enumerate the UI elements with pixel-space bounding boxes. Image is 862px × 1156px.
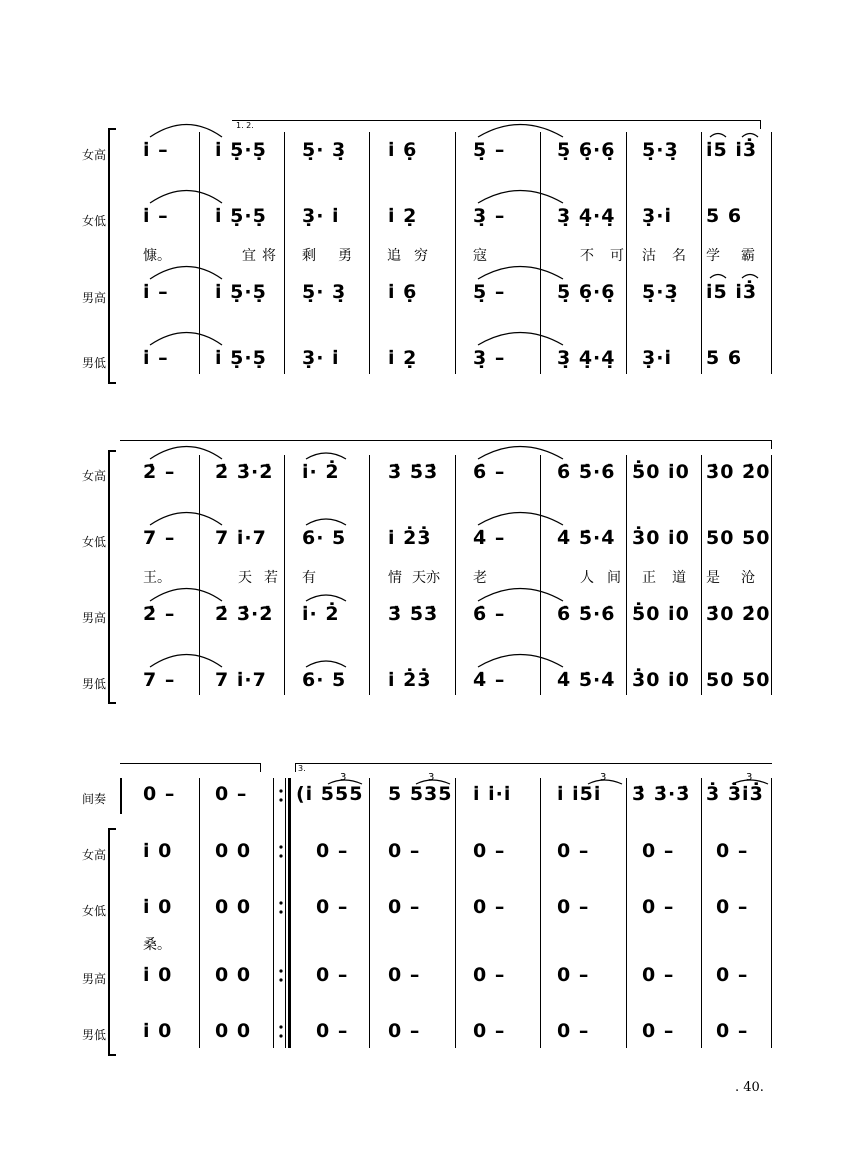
measure-bass-6: 4̇ 5̇·4̇ — [557, 669, 616, 691]
measure-soprano-3: 0 – — [316, 840, 349, 862]
barline — [199, 778, 200, 1048]
lyric: 王。 — [143, 570, 171, 586]
measure-soprano-2: 2̇ 3̇·2̇ — [215, 461, 274, 483]
measure-alto-2: i̇ 5̣·5̣ — [215, 205, 267, 227]
measure-bass-2: 7 i̇·7 — [215, 669, 267, 691]
measure-bass-6: 3̣ 4̣·4̣ — [557, 347, 616, 369]
measure-alto-1: i̇ – — [143, 205, 169, 227]
measure-alto-4: i̇ 2̇3̇ — [388, 527, 432, 549]
measure-tenor-5: 6̇ – — [473, 603, 506, 625]
tie-slur — [742, 134, 758, 138]
measure-tenor-5: 5̣ – — [473, 281, 506, 303]
lyric: 桑。 — [143, 937, 171, 953]
measure-tenor-4: i̇ 6̣ — [388, 281, 418, 303]
measure-soprano-2: i̇ 5̣·5̣ — [215, 139, 267, 161]
part-label-bass: 男低 — [81, 356, 106, 370]
measure-alto-7: 0 – — [642, 896, 675, 918]
measure-tenor-6: 5̣ 6̣·6̣ — [557, 281, 616, 303]
repeat-dot — [279, 1034, 282, 1037]
lyric: 有 — [302, 570, 316, 586]
barline — [626, 132, 627, 374]
lyric: 名 — [672, 248, 686, 264]
measure-soprano-7: 5̇0 i̇0 — [632, 461, 690, 483]
measure-tenor-7: 0 – — [642, 964, 675, 986]
measure-alto-2: 7 i̇·7 — [215, 527, 267, 549]
measure-tenor-3: 0 – — [316, 964, 349, 986]
measure-alto-5: 4̇ – — [473, 527, 506, 549]
barline — [455, 132, 456, 374]
repeat-dot — [279, 854, 282, 857]
repeat-dot — [279, 901, 282, 904]
barline — [540, 455, 541, 695]
tie-slur — [150, 267, 222, 280]
measure-tenor-5: 0 – — [473, 964, 506, 986]
lyric: 学 — [706, 248, 720, 264]
barline — [369, 132, 370, 374]
measure-bass-1: i̇ 0 — [143, 1020, 173, 1042]
measure-interlude-1: 0 – — [143, 783, 176, 805]
lyric: 寇 — [473, 248, 487, 264]
measure-soprano-6: 0 – — [557, 840, 590, 862]
system-brace — [108, 450, 116, 704]
measure-soprano-3: i̇· 2̇ — [302, 461, 340, 483]
tie-slur — [306, 519, 346, 525]
page-number: . 40. — [735, 1080, 764, 1095]
repeat-dot — [279, 798, 282, 801]
measure-tenor-8: 3̇0 2̇0 — [706, 603, 771, 625]
barline — [199, 132, 200, 374]
barline — [771, 455, 772, 695]
tie-slur — [710, 134, 726, 138]
lyric: 霸 — [741, 248, 755, 264]
barline — [701, 778, 702, 1048]
system-top-line — [120, 440, 772, 449]
measure-soprano-4: 3̇ 5̇3̇ — [388, 461, 439, 483]
volta-first — [120, 763, 261, 772]
lyric: 可 — [610, 248, 624, 264]
measure-bass-3: 0 – — [316, 1020, 349, 1042]
repeat-dot — [279, 969, 282, 972]
part-label-alto: 女低 — [81, 214, 106, 228]
barline — [701, 132, 702, 374]
measure-alto-6: 0 – — [557, 896, 590, 918]
measure-alto-8: 0 – — [716, 896, 749, 918]
measure-soprano-5: 5̣ – — [473, 139, 506, 161]
measure-alto-4: 0 – — [388, 896, 421, 918]
measure-bass-8: 0 – — [716, 1020, 749, 1042]
lyric: 间 — [607, 570, 621, 586]
interlude-left-line — [120, 778, 122, 814]
lyric: 勇 — [338, 248, 352, 264]
measure-bass-4: i̇ 2̣ — [388, 347, 418, 369]
measure-soprano-8: 3̇0 2̇0 — [706, 461, 771, 483]
measure-soprano-6: 6̇ 5̇·6̇ — [557, 461, 616, 483]
measure-soprano-4: 0 – — [388, 840, 421, 862]
measure-alto-4: i̇ 2̣ — [388, 205, 418, 227]
measure-bass-8: 50 50 — [706, 669, 771, 691]
measure-tenor-2: i̇ 5̣·5̣ — [215, 281, 267, 303]
lyric: 沽 — [642, 248, 656, 264]
tie-slur — [150, 513, 222, 526]
volta-second — [295, 763, 772, 772]
measure-alto-2: 0 0 — [215, 896, 252, 918]
lyric: 正 — [642, 570, 656, 586]
lyric: 宜 — [242, 248, 256, 264]
tie-slur — [150, 655, 222, 668]
part-label-tenor: 男高 — [81, 611, 106, 625]
tie-slur — [306, 595, 346, 601]
measure-soprano-7: 0 – — [642, 840, 675, 862]
part-label-alto: 女低 — [81, 904, 106, 918]
barline — [288, 778, 291, 1048]
measure-soprano-1: i̇ 0 — [143, 840, 173, 862]
measure-alto-8: 50 50 — [706, 527, 771, 549]
measure-bass-2: 0 0 — [215, 1020, 252, 1042]
barline — [369, 455, 370, 695]
measure-alto-1: i̇ 0 — [143, 896, 173, 918]
measure-alto-8: 5 6 — [706, 205, 743, 227]
measure-bass-8: 5 6 — [706, 347, 743, 369]
repeat-dot — [279, 845, 282, 848]
measure-tenor-2: 2̇ 3̇·2̇ — [215, 603, 274, 625]
measure-interlude-7: 3̇ 3̇·3̇ — [632, 783, 691, 805]
measure-bass-3: 3̣· i̇ — [302, 347, 340, 369]
measure-soprano-1: i̇ – — [143, 139, 169, 161]
part-label-tenor: 男高 — [81, 972, 106, 986]
barline — [540, 132, 541, 374]
volta-first-label: 1. 2. — [236, 121, 254, 130]
part-label-soprano: 女高 — [81, 148, 106, 162]
measure-bass-5: 3̣ – — [473, 347, 506, 369]
lyric: 道 — [672, 570, 686, 586]
measure-alto-6: 3̣ 4̣·4̣ — [557, 205, 616, 227]
tie-slur — [478, 191, 563, 204]
measure-bass-4: i̇ 2̇3̇ — [388, 669, 432, 691]
measure-tenor-8: i̇5 i̇3̇ — [706, 281, 758, 303]
measure-alto-7: 3̣·i̇ — [642, 205, 672, 227]
measure-soprano-8: 0 – — [716, 840, 749, 862]
measure-alto-3: 0 – — [316, 896, 349, 918]
barline — [701, 455, 702, 695]
measure-tenor-1: i̇ 0 — [143, 964, 173, 986]
measure-bass-6: 0 – — [557, 1020, 590, 1042]
tie-slur — [478, 267, 563, 280]
lyric: 慷。 — [143, 248, 171, 264]
measure-bass-3: 6· 5 — [302, 669, 347, 691]
measure-tenor-3: 5̣· 3̣ — [302, 281, 347, 303]
lyric: 天 — [238, 570, 252, 586]
tie-slur — [150, 333, 222, 346]
barline — [771, 778, 772, 1048]
tie-slur — [478, 589, 563, 602]
part-label-soprano: 女高 — [81, 848, 106, 862]
lyric: 沧 — [741, 570, 755, 586]
measure-tenor-8: 0 – — [716, 964, 749, 986]
measure-bass-1: 7 – — [143, 669, 176, 691]
measure-tenor-1: i̇ – — [143, 281, 169, 303]
lyric: 将 — [262, 248, 276, 264]
measure-bass-5: 4̇ – — [473, 669, 506, 691]
tie-slur — [710, 275, 726, 279]
system-brace — [108, 128, 116, 384]
measure-tenor-7: 5̣·3̣ — [642, 281, 679, 303]
repeat-dot — [279, 1025, 282, 1028]
measure-soprano-8: i̇5 i̇3̇ — [706, 139, 758, 161]
lyric: 不 — [580, 248, 594, 264]
tie-slur — [478, 513, 563, 526]
tie-slur — [306, 661, 346, 667]
measure-interlude-6: i̇ i̇5i̇ — [557, 783, 602, 805]
repeat-dot — [279, 978, 282, 981]
measure-bass-7: 3̇0 i̇0 — [632, 669, 690, 691]
measure-tenor-4: 0 – — [388, 964, 421, 986]
tie-slur — [150, 589, 222, 602]
repeat-dot — [279, 789, 282, 792]
part-label-soprano: 女高 — [81, 469, 106, 483]
lyric: 追 — [387, 248, 401, 264]
measure-soprano-3: 5̣· 3̣ — [302, 139, 347, 161]
measure-bass-5: 0 – — [473, 1020, 506, 1042]
measure-tenor-6: 6̇ 5̇·6̇ — [557, 603, 616, 625]
triplet-mark: 3 — [746, 772, 753, 783]
triplet-mark: 3 — [600, 772, 607, 783]
barline — [369, 778, 370, 1048]
triplet-mark: 3 — [340, 772, 347, 783]
tie-slur — [478, 333, 563, 346]
part-label-tenor: 男高 — [81, 291, 106, 305]
lyric: 老 — [473, 570, 487, 586]
measure-soprano-4: i̇ 6̣ — [388, 139, 418, 161]
measure-soprano-2: 0 0 — [215, 840, 252, 862]
barline — [626, 778, 627, 1048]
measure-tenor-7: 5̇0 i̇0 — [632, 603, 690, 625]
tie-slur — [478, 655, 563, 668]
barline — [540, 778, 541, 1048]
measure-alto-5: 0 – — [473, 896, 506, 918]
measure-alto-5: 3̣ – — [473, 205, 506, 227]
triplet-mark: 3 — [428, 772, 435, 783]
measure-tenor-6: 0 – — [557, 964, 590, 986]
lyric: 是 — [706, 570, 720, 586]
measure-tenor-1: 2̇ – — [143, 603, 176, 625]
volta-second-label: 3. — [298, 764, 306, 773]
part-label-bass: 男低 — [81, 1028, 106, 1042]
measure-soprano-5: 6̇ – — [473, 461, 506, 483]
measure-soprano-6: 5̣ 6̣·6̣ — [557, 139, 616, 161]
tie-slur — [742, 275, 758, 279]
tie-slur — [150, 125, 222, 138]
barline — [284, 132, 285, 374]
barline — [771, 132, 772, 374]
tie-slur — [306, 453, 346, 459]
barline — [199, 455, 200, 695]
lyric: 情 — [388, 570, 402, 586]
measure-interlude-5: i̇ i̇·i̇ — [473, 783, 512, 805]
measure-alto-1: 7 – — [143, 527, 176, 549]
lyric: 天亦 — [412, 570, 440, 586]
lyric: 剩 — [302, 248, 316, 264]
measure-alto-3: 3̣· i̇ — [302, 205, 340, 227]
measure-bass-2: i̇ 5̣·5̣ — [215, 347, 267, 369]
measure-interlude-2: 0 – — [215, 783, 248, 805]
barline — [273, 778, 274, 1048]
measure-soprano-1: 2̇ – — [143, 461, 176, 483]
barline — [626, 455, 627, 695]
measure-interlude-4: 5 535 — [388, 783, 453, 805]
measure-bass-7: 3̣·i̇ — [642, 347, 672, 369]
measure-bass-1: i̇ – — [143, 347, 169, 369]
barline — [455, 455, 456, 695]
measure-bass-7: 0 – — [642, 1020, 675, 1042]
part-label-bass: 男低 — [81, 677, 106, 691]
lyric: 穷 — [414, 248, 428, 264]
measure-tenor-3: i̇· 2̇ — [302, 603, 340, 625]
measure-tenor-4: 3̇ 5̇3̇ — [388, 603, 439, 625]
measure-alto-3: 6· 5 — [302, 527, 347, 549]
part-label-interlude: 间奏 — [81, 792, 106, 806]
repeat-barline — [285, 778, 286, 1048]
barline — [455, 778, 456, 1048]
volta-first — [232, 120, 761, 129]
measure-interlude-8: 3̇ 3̇i̇3̇ — [706, 783, 764, 805]
measure-tenor-2: 0 0 — [215, 964, 252, 986]
part-label-alto: 女低 — [81, 535, 106, 549]
measure-interlude-3: (i̇ 555 — [296, 783, 364, 805]
measure-alto-7: 3̇0 i̇0 — [632, 527, 690, 549]
lyric: 人 — [580, 570, 594, 586]
system-brace — [108, 828, 116, 1056]
barline — [284, 455, 285, 695]
measure-bass-4: 0 – — [388, 1020, 421, 1042]
lyric: 若 — [264, 570, 278, 586]
tie-slur — [150, 191, 222, 204]
measure-soprano-5: 0 – — [473, 840, 506, 862]
repeat-dot — [279, 910, 282, 913]
measure-soprano-7: 5̣·3̣ — [642, 139, 679, 161]
measure-alto-6: 4̇ 5̇·4̇ — [557, 527, 616, 549]
